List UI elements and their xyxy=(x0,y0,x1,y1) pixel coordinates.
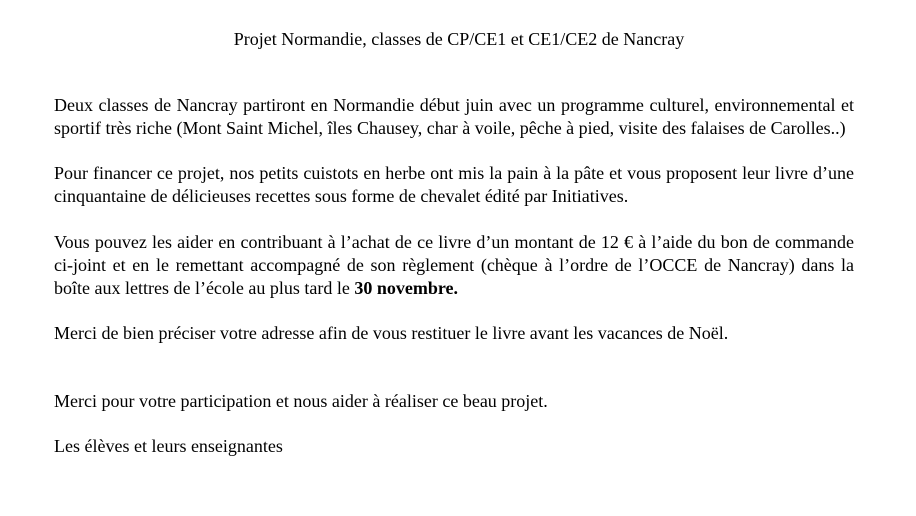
deadline-date: 30 novembre. xyxy=(354,278,459,298)
order-instructions-text: Vous pouvez les aider en contribuant à l’achat de ce livre d’un montant de 12 € à l’aide du bon de commande ci-joint et en le remettant accompagné de son règlement (chèque à l’ordre de l’OCCE de Nancray) dans la boîte aux lettres de l’école au plus tard le xyxy=(54,232,854,298)
signature: Les élèves et leurs enseignantes xyxy=(54,436,283,456)
paragraph-thanks: Merci pour votre participation et nous aider à réaliser ce beau projet. xyxy=(54,391,548,411)
paragraph-order-instructions xyxy=(54,231,854,300)
paragraph-address-reminder: Merci de bien préciser votre adresse afin de vous restituer le livre avant les vacances de Noël. xyxy=(54,323,729,343)
paragraph-trip-description: Deux classes de Nancray partiront en Normandie début juin avec un programme culturel, environnemental et sportif très riche (Mont Saint Michel, îles Chausey, char à voile, pêche à pied, visite des falaises de Carolles..) xyxy=(54,95,854,138)
paragraph-financing: Pour financer ce projet, nos petits cuistots en herbe ont mis la pain à la pâte et vous proposent leur livre d’une cinquantaine de délicieuses recettes sous forme de chevalet édité par Initiatives. xyxy=(54,163,854,206)
document-title: Projet Normandie, classes de CP/CE1 et CE1/CE2 de Nancray xyxy=(233,29,685,49)
